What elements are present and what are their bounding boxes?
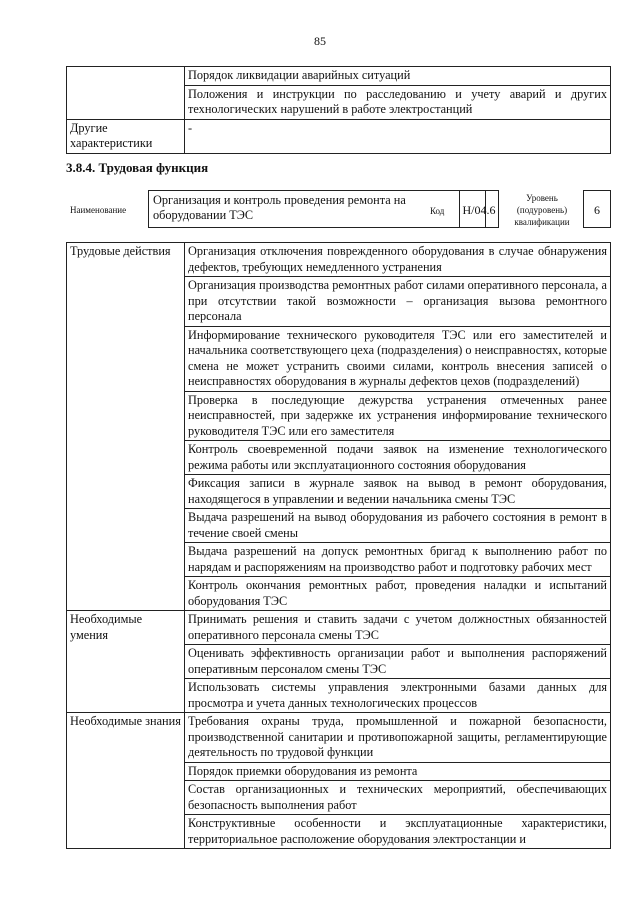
group-item: Контроль окончания ремонтных работ, проведения наладки и испытаний оборудования ТЭС	[185, 577, 611, 611]
table-row	[67, 713, 611, 763]
function-name: Организация и контроль проведения ремонта на оборудовании ТЭС	[148, 190, 486, 228]
code-label: Код	[430, 206, 445, 216]
row-label: Другие характеристики	[67, 119, 185, 153]
table-row	[67, 611, 611, 645]
table-row	[67, 67, 611, 86]
group-item: Принимать решения и ставить задачи с учетом должностных обязанностей оперативного персонала смены ТЭС	[185, 611, 611, 645]
function-code: H/04.6	[459, 190, 499, 228]
row-value: Порядок ликвидации аварийных ситуаций	[185, 67, 611, 86]
group-item: Контроль своевременной подачи заявок на изменение технологического режима работы или эксплуатационного состояния оборудования	[185, 441, 611, 475]
group-item: Использовать системы управления электронными базами данных для просмотра и учета данных технологических процессов	[185, 679, 611, 713]
section-title: 3.8.4. Трудовая функция	[66, 160, 209, 175]
page-number: 85	[314, 34, 326, 48]
requirements-table-continued	[66, 66, 611, 154]
table-row	[67, 85, 611, 119]
row-label	[67, 67, 185, 86]
group-item: Фиксация записи в журнале заявок на вывод в ремонт оборудования, находящегося в управлении и ведении начальника смены ТЭС	[185, 475, 611, 509]
group-label: Необходимые умения	[67, 611, 185, 713]
name-label: Наименование	[70, 205, 127, 215]
table-row	[67, 119, 611, 153]
group-item: Организация отключения поврежденного оборудования в случае обнаружения дефектов, требующих немедленного устранения	[185, 243, 611, 277]
row-label	[67, 85, 185, 119]
group-item: Порядок приемки оборудования из ремонта	[185, 762, 611, 781]
group-item: Выдача разрешений на допуск ремонтных бригад к выполнению работ по нарядам и распоряжениям на производство работ и подготовку рабочих мест	[185, 543, 611, 577]
group-item: Требования охраны труда, промышленной и пожарной безопасности, производственной санитарии и противопожарной защиты, регламентирующие деятельность по трудовой функции	[185, 713, 611, 763]
group-item: Оценивать эффективность организации работ и выполнения распоряжений оперативным персоналом смены ТЭС	[185, 645, 611, 679]
group-label: Необходимые знания	[67, 713, 185, 849]
row-value: Положения и инструкции по расследованию и учету аварий и других технологических нарушений в работе электростанций	[185, 85, 611, 119]
group-item: Конструктивные особенности и эксплуатационные характеристики, территориальное расположение оборудования электростанции и	[185, 815, 611, 849]
table-row	[67, 243, 611, 277]
group-item: Информирование технического руководителя ТЭС или его заместителей и начальника соответствующего цеха (подразделения) о неисправностях, которые смена не может устранить своими силами, контроль внесения записей о неисправностях оборудования в журналы дефектов цехов (подразделений)	[185, 326, 611, 391]
qualification-level: 6	[583, 190, 611, 228]
function-header	[66, 190, 611, 234]
level-label: Уровень (подуровень) квалификации	[514, 193, 570, 227]
function-details-table	[66, 242, 611, 849]
group-item: Выдача разрешений на вывод оборудования из рабочего состояния в ремонт в течение своей смены	[185, 509, 611, 543]
row-value: -	[185, 119, 611, 153]
group-item: Состав организационных и технических мероприятий, обеспечивающих безопасность выполнения работ	[185, 781, 611, 815]
group-item: Организация производства ремонтных работ силами оперативного персонала, а при отсутствии такой возможности – организация вызова ремонтного персонала	[185, 277, 611, 327]
group-item: Проверка в последующие дежурства устранения отмеченных ранее неисправностей, при задержке их устранения информирование технического руководителя ТЭС или его заместителя	[185, 391, 611, 441]
group-label: Трудовые действия	[67, 243, 185, 611]
